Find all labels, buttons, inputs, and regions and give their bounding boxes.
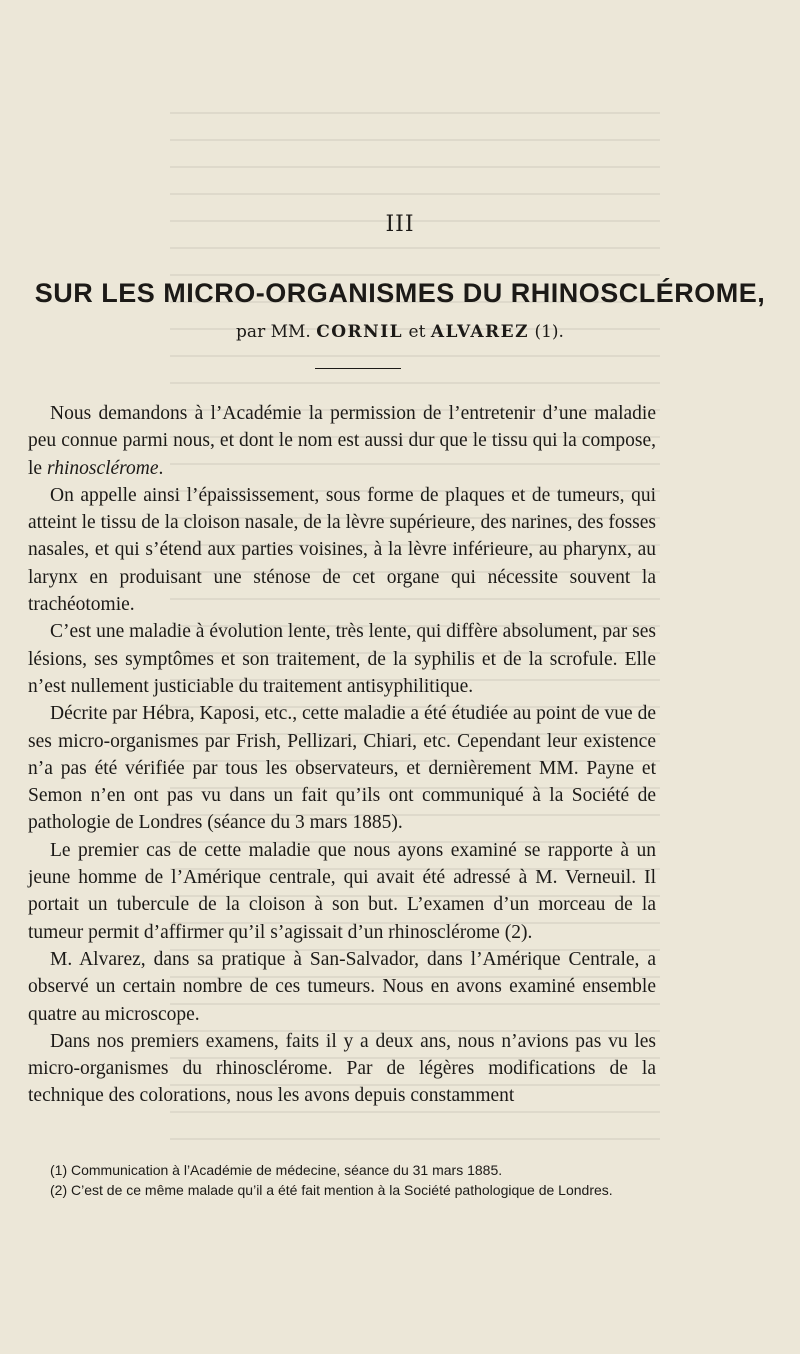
paragraph: Décrite par Hébra, Kaposi, etc., cette maladie a été étudiée au point de vue de ses micro-organismes par Frish, Pellizari, Chiari, etc. Cependant leur existence n’a pas été vérifiée par tous les observateurs, et dernièrement MM. Payne et Semon n’en ont pas vu dans un fait qu’ils ont communiqué à la Société de pathologie de Londres (séance du 3 mars 1885). [28, 703, 656, 834]
paragraph: On appelle ainsi l’épaississement, sous forme de plaques et de tumeurs, qui atteint le tissu de la cloison nasale, de la lèvre supérieure, des narines, des fosses nasales, et qui s’étend aux parties voisines, à la lèvre inférieure, au pharynx, au larynx en produisant une sténose de cet organe qui nécessite souvent la trachéotomie. [28, 484, 656, 616]
byline-prefix: par MM. [236, 322, 311, 342]
footnote-2: (2) C’est de ce même malade qu’il a été fait mention à la Société pathologique de Londres. [50, 1182, 613, 1198]
paragraph: Dans nos premiers examens, faits il y a deux ans, nous n’avions pas vu les micro-organismes du rhinosclérome. Par de légères modifications de la technique des colorations, nous les avons depuis constamment [28, 1030, 656, 1107]
article-title: SUR LES MICRO-ORGANISMES DU RHINOSCLÉROME, [34, 278, 766, 308]
paragraph: C’est une maladie à évolution lente, très lente, qui diffère absolument, par ses lésions, ses symptômes et son traitement, de la syphilis et de la scrofule. Elle n’est nullement justiciable du traitement antisyphilitique. [28, 621, 656, 697]
byline-conjunction: et [408, 322, 426, 342]
footnote-1: (1) Communication à l’Académie de médecine, séance du 31 mars 1885. [50, 1162, 503, 1178]
title-divider [315, 368, 401, 369]
paragraph: Nous demandons à l’Académie la permission de l’entretenir d’une maladie peu connue parmi nous, et dont le nom est aussi dur que le tissu qui la compose, le rhinosclérome. [28, 403, 656, 479]
article-body [28, 400, 656, 1110]
paragraph: M. Alvarez, dans sa pratique à San-Salvador, dans l’Amérique Centrale, a observé un certain nombre de ces tumeurs. Nous en avons examiné ensemble quatre au microscope. [28, 948, 656, 1025]
byline [0, 322, 800, 342]
paragraph: Le premier cas de cette maladie que nous ayons examiné se rapporte à un jeune homme de l’Amérique centrale, qui avait été adressé à M. Verneuil. Il portait un tubercule de la cloison à son but. L’examen d’un morceau de la tumeur permit d’affirmer qu’il s’agissait d’un rhinosclérome (2). [28, 839, 656, 943]
footnotes [28, 1160, 656, 1200]
footnote-ref-1: (1). [534, 322, 564, 342]
section-number: III [385, 212, 415, 237]
author-cornil: CORNIL [316, 322, 404, 342]
author-alvarez: ALVAREZ [430, 322, 530, 342]
